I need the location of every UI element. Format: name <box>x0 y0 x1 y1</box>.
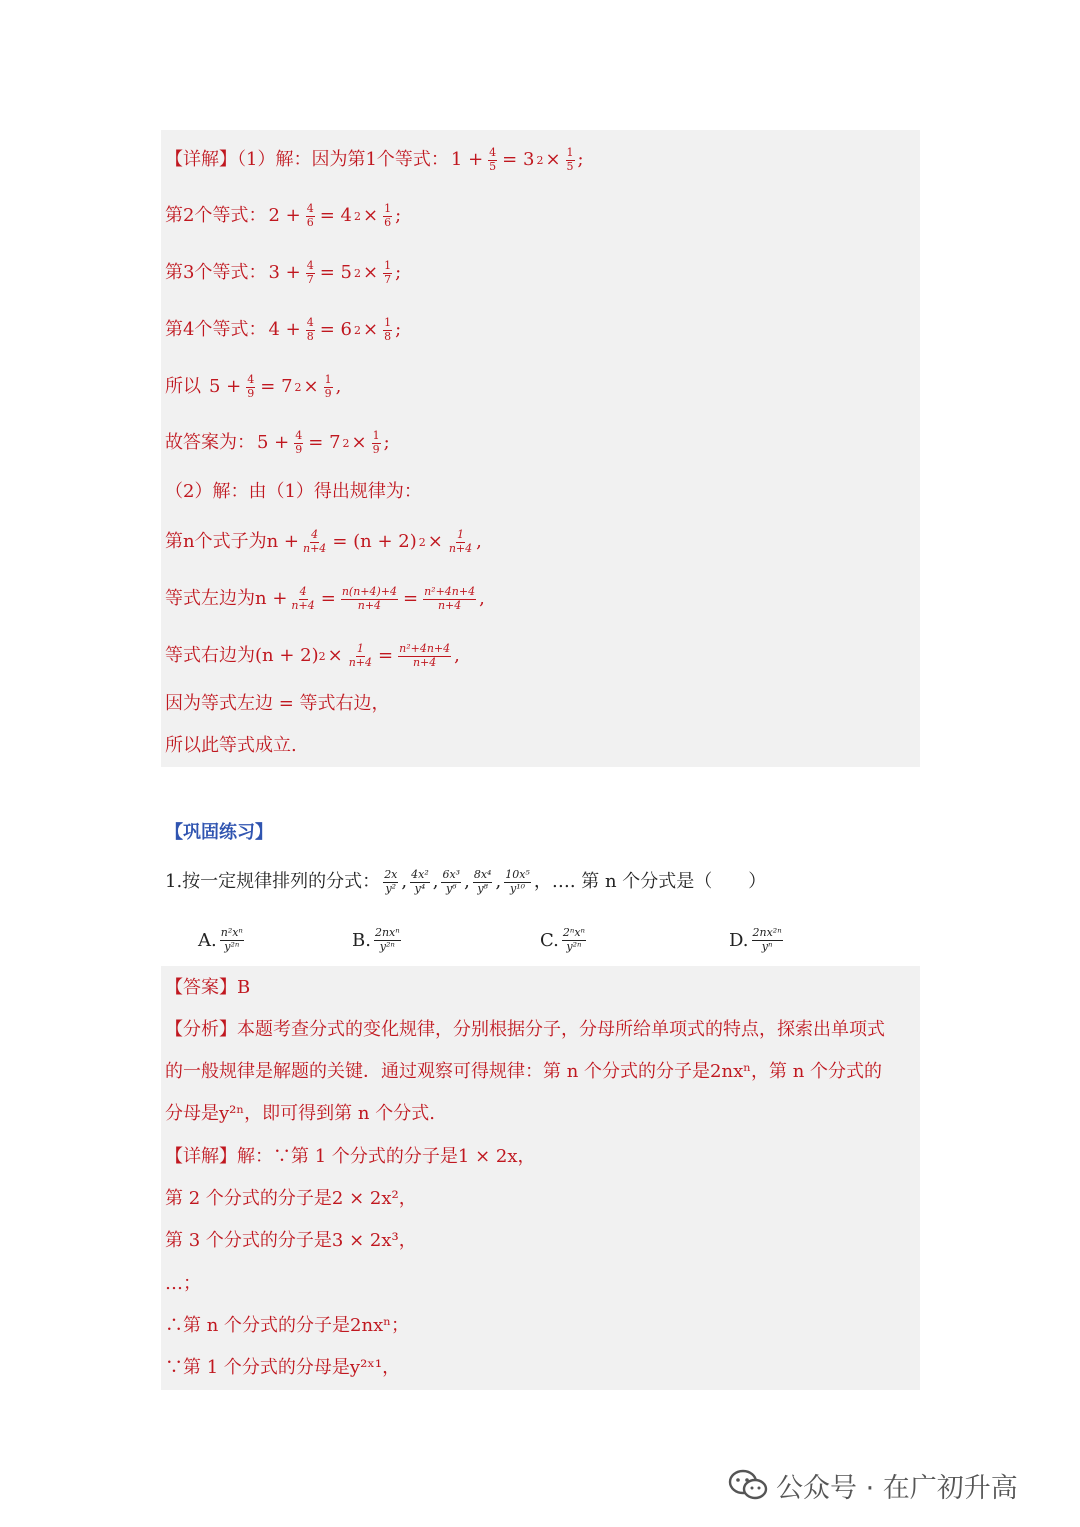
option-d[interactable]: D. $\frac{\text{2nx²ⁿ}}{\text{yⁿ}}$ <box>729 926 782 953</box>
fraction: $\frac{1}{9}$ <box>372 429 380 456</box>
fraction: $\frac{\text{8x⁴}}{\text{y⁸}}$ <box>473 868 492 895</box>
fraction: $\frac{\text{6x³}}{\text{y⁶}}$ <box>442 868 461 895</box>
analysis-line-1: 【分析】本题考查分式的变化规律，分别根据分子，分母所给单项式的特点，探索出单项式 <box>165 1019 885 1040</box>
detail-line-1: 【详解】解：∵第 1 个分式的分子是1 × 2x， <box>165 1146 536 1167</box>
analysis-line-2: 的一般规律是解题的关键．通过观察可得规律：第 n 个分式的分子是2nxⁿ，第 n 个分式的 <box>165 1061 883 1082</box>
solution-line-6: 故答案为： 5 + $\frac{4}{9}$ = 7 2 × $\frac{1}{9}$ ; <box>165 429 390 456</box>
fraction: $\frac{\text{n²+4n+4}}{n+4}$ <box>424 585 476 612</box>
detail-line-3: 第 3 个分式的分子是3 × 2x³， <box>165 1230 417 1251</box>
solution-line-1: 【详解】（1）解：因为第1个等式： 1 + $\frac{4}{5}$ = 3 2 × $\frac{1}{5}$ ; <box>165 146 584 173</box>
solution-line-9: 等式左边为n + $\frac{4}{n+4}$ = $\frac{n(n+4)+4}{n+4}$ = $\frac{\text{n²+4n+4}}{n+4}$ , <box>165 585 485 612</box>
detail-line-5: ∴第 n 个分式的分子是2nxⁿ； <box>165 1315 410 1336</box>
solution-line-7: （2）解：由（1）得出规律为： <box>165 481 422 502</box>
detail-line-4: …； <box>165 1273 201 1294</box>
question-1: 1.按一定规律排列的分式： $\frac{2x}{\text{y²}}$ , $\frac{\text{4x²}}{\text{y⁴}}$ , $\frac{\text{6x³}}{\text{y⁶}}$ , $\frac{\text{8x⁴}}{\text{y⁸}}$ , $\frac{\text{10x⁵}}{\text{y¹⁰}}$ ，…. 第 n 个分式是（ ） <box>165 868 767 895</box>
solution-line-12: 所以此等式成立. <box>165 735 297 756</box>
fraction: $\frac{\text{2nxⁿ}}{\text{y²ⁿ}}$ <box>374 926 400 953</box>
detail-line-6: ∵第 1 个分式的分母是y²ˣ¹， <box>165 1357 401 1378</box>
analysis-line-3: 分母是y²ⁿ，即可得到第 n 个分式. <box>165 1103 435 1124</box>
fraction: $\frac{1}{6}$ <box>384 202 392 229</box>
solution-line-2: 第2个等式： 2 + $\frac{4}{6}$ = 4 2 × $\frac{1}{6}$ ; <box>165 202 402 229</box>
practice-heading: 【巩固练习】 <box>165 822 273 843</box>
wechat-icon <box>728 1469 768 1501</box>
option-b[interactable]: B. $\frac{\text{2nxⁿ}}{\text{y²ⁿ}}$ <box>352 926 400 953</box>
fraction: $\frac{4}{5}$ <box>489 146 497 173</box>
fraction: $\frac{4}{7}$ <box>306 259 314 286</box>
detail-line-2: 第 2 个分式的分子是2 × 2x²， <box>165 1188 417 1209</box>
solution-line-5: 所以 5 + $\frac{4}{9}$ = 7 2 × $\frac{1}{9}$ , <box>165 373 342 400</box>
fraction: $\frac{1}{8}$ <box>384 316 392 343</box>
fraction: $\frac{\text{4x²}}{\text{y⁴}}$ <box>411 868 429 895</box>
solution-line-3: 第3个等式： 3 + $\frac{4}{7}$ = 5 2 × $\frac{1}{7}$ ; <box>165 259 402 286</box>
fraction: $\frac{1}{9}$ <box>324 373 332 400</box>
fraction: $\frac{1}{n+4}$ <box>348 642 373 669</box>
fraction: $\frac{\text{2ⁿxⁿ}}{\text{y²ⁿ}}$ <box>562 926 585 953</box>
fraction: $\frac{4}{9}$ <box>247 373 255 400</box>
watermark: 公众号 · 在广初升高 <box>728 1462 1018 1508</box>
fraction: $\frac{n(n+4)+4}{n+4}$ <box>341 585 397 612</box>
answer-line: 【答案】B <box>165 977 251 998</box>
fraction: $\frac{\text{n²+4n+4}}{n+4}$ <box>399 642 451 669</box>
fraction: $\frac{2x}{\text{y²}}$ <box>384 868 398 895</box>
fraction: $\frac{4}{n+4}$ <box>291 585 315 612</box>
option-a[interactable]: A. $\frac{\text{n²xⁿ}}{\text{y²ⁿ}}$ <box>198 926 243 953</box>
option-c[interactable]: C. $\frac{\text{2ⁿxⁿ}}{\text{y²ⁿ}}$ <box>540 926 585 953</box>
fraction: $\frac{4}{6}$ <box>306 202 314 229</box>
fraction: $\frac{1}{5}$ <box>566 146 574 173</box>
solution-line-8: 第n个式子为n + $\frac{4}{n+4}$ = (n + 2) 2 × $\frac{1}{n+4}$ , <box>165 528 482 555</box>
fraction: $\frac{\text{2nx²ⁿ}}{\text{yⁿ}}$ <box>752 926 782 953</box>
solution-line-10: 等式右边为(n + 2) 2 × $\frac{1}{n+4}$ = $\frac{\text{n²+4n+4}}{n+4}$ , <box>165 642 460 669</box>
solution-line-4: 第4个等式： 4 + $\frac{4}{8}$ = 6 2 × $\frac{1}{8}$ ; <box>165 316 402 343</box>
fraction: $\frac{4}{8}$ <box>306 316 314 343</box>
fraction: $\frac{\text{n²xⁿ}}{\text{y²ⁿ}}$ <box>220 926 243 953</box>
fraction: $\frac{4}{9}$ <box>295 429 303 456</box>
fraction: $\frac{1}{n+4}$ <box>448 528 473 555</box>
fraction: $\frac{4}{n+4}$ <box>303 528 327 555</box>
fraction: $\frac{\text{10x⁵}}{\text{y¹⁰}}$ <box>505 868 530 895</box>
solution-line-11: 因为等式左边 = 等式右边， <box>165 693 390 714</box>
fraction: $\frac{1}{7}$ <box>384 259 392 286</box>
